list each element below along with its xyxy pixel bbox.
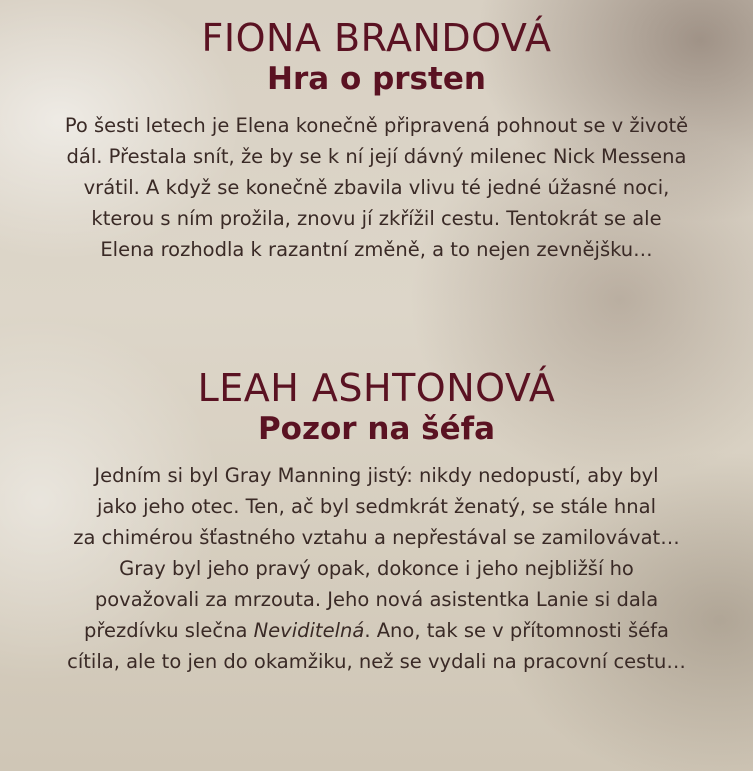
book-title: Hra o prsten	[267, 61, 486, 97]
blurb-line	[0, 615, 753, 646]
blurb-line: za chimérou šťastného vztahu a nepřestával se zamilovávat…	[73, 526, 680, 549]
blurb-text: přezdívku slečna	[84, 619, 254, 642]
book-blurb	[0, 460, 753, 677]
blurb-line: Gray byl jeho pravý opak, dokonce i jeho nejbližší ho	[119, 557, 634, 580]
blurb-line: jako jeho otec. Ten, ač byl sedmkrát ženatý, se stále hnal	[96, 495, 656, 518]
blurb-line: Jedním si byl Gray Manning jistý: nikdy nedopustí, aby byl	[94, 464, 659, 487]
author-name: LEAH ASHTONOVÁ	[197, 366, 556, 410]
blurb-line: cítila, ale to jen do okamžiku, než se vydali na pracovní cestu…	[67, 650, 686, 673]
blurb-text: . Ano, tak se v přítomnosti šéfa	[364, 619, 669, 642]
blurb-line: Elena rozhodla k razantní změně, a to nejen zevnějšku…	[100, 238, 653, 261]
book-entry-2	[0, 366, 753, 677]
author-name: FIONA BRANDOVÁ	[201, 16, 552, 60]
blurb-line: považovali za mrzouta. Jeho nová asistentka Lanie si dala	[94, 588, 659, 611]
blurb-line: vrátil. A když se konečně zbavila vlivu té jedné úžasné noci,	[83, 176, 670, 199]
blurb-line: kterou s ním prožila, znovu jí zkřížil cestu. Tentokrát se ale	[91, 207, 662, 230]
book-title: Pozor na šéfa	[257, 411, 496, 447]
book-blurb	[0, 110, 753, 265]
blurb-line: Po šesti letech je Elena konečně připravená pohnout se v životě	[64, 114, 689, 137]
book-entry-1	[0, 16, 753, 265]
blurb-line: dál. Přestala snít, že by se k ní její dávný milenec Nick Messena	[66, 145, 687, 168]
nickname-italic: Neviditelná	[253, 619, 365, 642]
